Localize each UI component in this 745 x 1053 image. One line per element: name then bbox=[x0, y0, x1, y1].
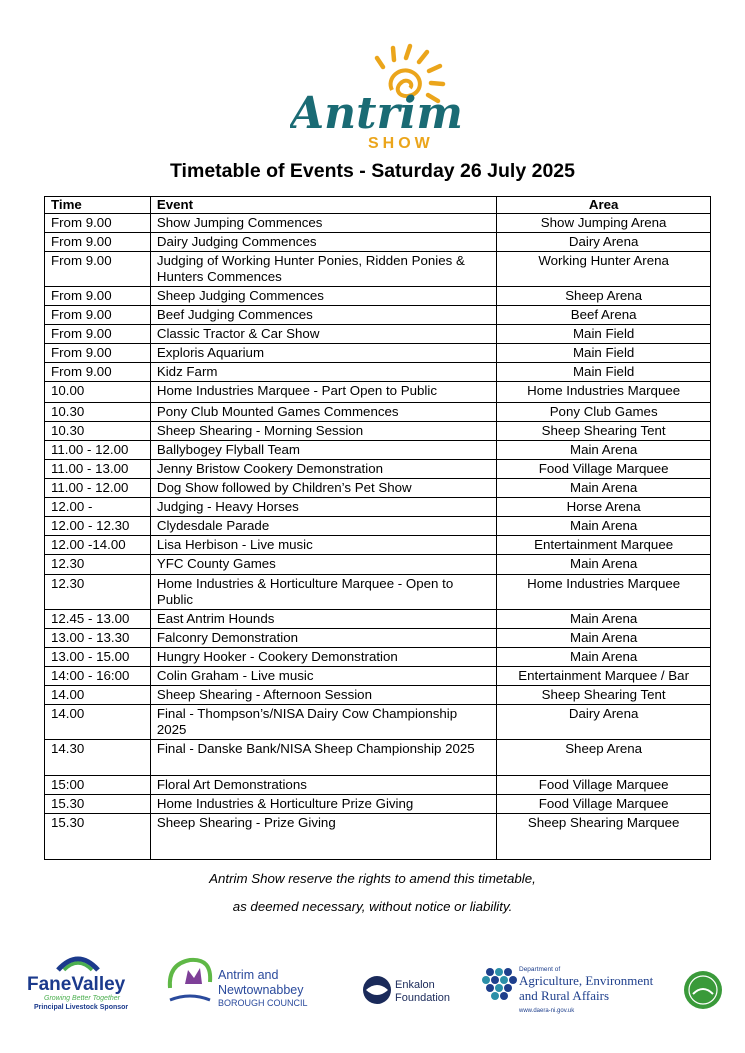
table-row bbox=[45, 517, 711, 536]
table-row bbox=[45, 441, 711, 460]
cell-area: Pony Club Games bbox=[497, 403, 711, 422]
table-row bbox=[45, 252, 711, 287]
cell-event: Final - Thompson’s/NISA Dairy Cow Championship 2025 bbox=[150, 705, 496, 740]
cell-area: Dairy Arena bbox=[497, 705, 711, 740]
cell-event: Sheep Shearing - Morning Session bbox=[150, 422, 496, 441]
cell-area: Main Arena bbox=[497, 517, 711, 536]
council-name-line3: BOROUGH COUNCIL bbox=[218, 998, 308, 1008]
cell-area: Food Village Marquee bbox=[497, 460, 711, 479]
cell-time: 12.30 bbox=[45, 575, 151, 610]
cell-event: Jenny Bristow Cookery Demonstration bbox=[150, 460, 496, 479]
table-row bbox=[45, 536, 711, 555]
cell-event: Ballybogey Flyball Team bbox=[150, 441, 496, 460]
cell-event: Home Industries Marquee - Part Open to Public bbox=[150, 382, 496, 403]
cell-event: Colin Graham - Live music bbox=[150, 667, 496, 686]
enkalon-logo bbox=[363, 976, 450, 1004]
daera-logo bbox=[482, 966, 654, 1014]
table-row bbox=[45, 460, 711, 479]
fane-valley-logo bbox=[27, 959, 128, 1011]
cell-time: From 9.00 bbox=[45, 214, 151, 233]
cell-area: Main Arena bbox=[497, 441, 711, 460]
cell-area: Sheep Shearing Marquee bbox=[497, 814, 711, 860]
cell-time: 13.00 - 15.00 bbox=[45, 648, 151, 667]
table-row bbox=[45, 686, 711, 705]
daera-line2: and Rural Affairs bbox=[519, 988, 610, 1003]
cell-area: Food Village Marquee bbox=[497, 795, 711, 814]
daera-dept: Department of bbox=[519, 966, 561, 973]
cell-event: Show Jumping Commences bbox=[150, 214, 496, 233]
table-row bbox=[45, 498, 711, 517]
council-wave-icon bbox=[170, 996, 210, 1000]
table-row bbox=[45, 555, 711, 575]
table-row bbox=[45, 287, 711, 306]
logo-show-text: SHOW bbox=[368, 135, 434, 152]
cell-event: Judging - Heavy Horses bbox=[150, 498, 496, 517]
timetable-body bbox=[45, 214, 711, 860]
cell-area: Main Field bbox=[497, 325, 711, 344]
cell-event: East Antrim Hounds bbox=[150, 610, 496, 629]
table-row bbox=[45, 306, 711, 325]
cell-event: Lisa Herbison - Live music bbox=[150, 536, 496, 555]
cell-time: 14.00 bbox=[45, 686, 151, 705]
cell-event: Final - Danske Bank/NISA Sheep Championship 2025 bbox=[150, 740, 496, 776]
cell-area: Entertainment Marquee bbox=[497, 536, 711, 555]
cell-time: 12.00 - bbox=[45, 498, 151, 517]
cell-time: From 9.00 bbox=[45, 344, 151, 363]
cell-event: Exploris Aquarium bbox=[150, 344, 496, 363]
cell-area: Dairy Arena bbox=[497, 233, 711, 252]
logo-antrim-text: Antrim bbox=[290, 88, 463, 139]
table-row bbox=[45, 776, 711, 795]
table-row bbox=[45, 325, 711, 344]
table-row bbox=[45, 667, 711, 686]
daera-url: www.daera-ni.gov.uk bbox=[519, 1008, 575, 1014]
cell-area: Main Field bbox=[497, 344, 711, 363]
cell-area: Main Arena bbox=[497, 629, 711, 648]
table-row bbox=[45, 648, 711, 667]
page-title: Timetable of Events - Saturday 26 July 2025 bbox=[170, 160, 575, 182]
cell-area: Main Field bbox=[497, 363, 711, 382]
table-row bbox=[45, 382, 711, 403]
header-event: Event bbox=[150, 197, 496, 214]
fane-valley-tagline: Growing Better Together bbox=[44, 995, 121, 1002]
cell-event: Dog Show followed by Children’s Pet Show bbox=[150, 479, 496, 498]
cell-event: Pony Club Mounted Games Commences bbox=[150, 403, 496, 422]
daera-hexagon-cluster-icon bbox=[482, 968, 517, 1000]
cell-area: Show Jumping Arena bbox=[497, 214, 711, 233]
council-logo bbox=[170, 960, 308, 1008]
cell-time: 15:00 bbox=[45, 776, 151, 795]
table-row bbox=[45, 422, 711, 441]
table-row bbox=[45, 403, 711, 422]
council-name-line2: Newtownabbey bbox=[218, 983, 304, 997]
cell-time: 14:00 - 16:00 bbox=[45, 667, 151, 686]
cell-area: Working Hunter Arena bbox=[497, 252, 711, 287]
cell-time: From 9.00 bbox=[45, 363, 151, 382]
notice-line-1: Antrim Show reserve the rights to amend this timetable, bbox=[209, 871, 536, 886]
enkalon-line2: Foundation bbox=[395, 992, 451, 1004]
cell-time: 15.30 bbox=[45, 795, 151, 814]
food-badge-logo bbox=[684, 971, 722, 1009]
table-header-row bbox=[45, 197, 711, 214]
cell-event: Floral Art Demonstrations bbox=[150, 776, 496, 795]
enkalon-line1: Enkalon bbox=[395, 979, 435, 991]
cell-time: From 9.00 bbox=[45, 287, 151, 306]
cell-event: YFC County Games bbox=[150, 555, 496, 575]
cell-area: Sheep Shearing Tent bbox=[497, 686, 711, 705]
cell-time: 11.00 - 12.00 bbox=[45, 441, 151, 460]
cell-area: Main Arena bbox=[497, 648, 711, 667]
cell-event: Sheep Judging Commences bbox=[150, 287, 496, 306]
header-area: Area bbox=[497, 197, 711, 214]
cell-time: From 9.00 bbox=[45, 306, 151, 325]
cell-time: 12.00 - 12.30 bbox=[45, 517, 151, 536]
cell-time: From 9.00 bbox=[45, 252, 151, 287]
cell-time: 15.30 bbox=[45, 814, 151, 860]
cell-time: 14.00 bbox=[45, 705, 151, 740]
cell-event: Home Industries & Horticulture Marquee - Open to Public bbox=[150, 575, 496, 610]
cell-time: 10.30 bbox=[45, 403, 151, 422]
cell-time: From 9.00 bbox=[45, 233, 151, 252]
cell-time: 13.00 - 13.30 bbox=[45, 629, 151, 648]
timetable bbox=[44, 196, 711, 860]
cell-time: 11.00 - 12.00 bbox=[45, 479, 151, 498]
cell-event: Hungry Hooker - Cookery Demonstration bbox=[150, 648, 496, 667]
notice-line-2: as deemed necessary, without notice or liability. bbox=[232, 899, 513, 914]
cell-area: Entertainment Marquee / Bar bbox=[497, 667, 711, 686]
cell-area: Sheep Shearing Tent bbox=[497, 422, 711, 441]
table-row bbox=[45, 363, 711, 382]
table-row bbox=[45, 233, 711, 252]
cell-event: Kidz Farm bbox=[150, 363, 496, 382]
cell-area: Sheep Arena bbox=[497, 287, 711, 306]
fane-valley-name: FaneValley bbox=[27, 974, 126, 995]
cell-time: 10.30 bbox=[45, 422, 151, 441]
cell-time: From 9.00 bbox=[45, 325, 151, 344]
table-row bbox=[45, 629, 711, 648]
fane-valley-role: Principal Livestock Sponsor bbox=[34, 1004, 129, 1011]
table-row bbox=[45, 479, 711, 498]
council-tulip-icon bbox=[185, 968, 202, 984]
cell-time: 12.00 -14.00 bbox=[45, 536, 151, 555]
cell-area: Horse Arena bbox=[497, 498, 711, 517]
cell-event: Falconry Demonstration bbox=[150, 629, 496, 648]
cell-time: 11.00 - 13.00 bbox=[45, 460, 151, 479]
sponsor-logos bbox=[0, 950, 745, 1020]
cell-event: Sheep Shearing - Afternoon Session bbox=[150, 686, 496, 705]
cell-area: Main Arena bbox=[497, 479, 711, 498]
cell-area: Home Industries Marquee bbox=[497, 382, 711, 403]
cell-area: Sheep Arena bbox=[497, 740, 711, 776]
cell-area: Main Arena bbox=[497, 610, 711, 629]
antrim-show-logo bbox=[290, 40, 470, 152]
cell-area: Food Village Marquee bbox=[497, 776, 711, 795]
cell-event: Clydesdale Parade bbox=[150, 517, 496, 536]
cell-event: Dairy Judging Commences bbox=[150, 233, 496, 252]
table-row bbox=[45, 610, 711, 629]
cell-time: 12.45 - 13.00 bbox=[45, 610, 151, 629]
table-row bbox=[45, 705, 711, 740]
table-row bbox=[45, 795, 711, 814]
cell-time: 12.30 bbox=[45, 555, 151, 575]
cell-event: Beef Judging Commences bbox=[150, 306, 496, 325]
cell-area: Beef Arena bbox=[497, 306, 711, 325]
table-row bbox=[45, 575, 711, 610]
council-name-line1: Antrim and bbox=[218, 968, 279, 982]
cell-area: Main Arena bbox=[497, 555, 711, 575]
cell-area: Home Industries Marquee bbox=[497, 575, 711, 610]
daera-line1: Agriculture, Environment bbox=[519, 973, 654, 988]
table-row bbox=[45, 740, 711, 776]
table-row bbox=[45, 344, 711, 363]
cell-event: Home Industries & Horticulture Prize Giving bbox=[150, 795, 496, 814]
cell-time: 10.00 bbox=[45, 382, 151, 403]
table-row bbox=[45, 214, 711, 233]
cell-event: Judging of Working Hunter Ponies, Ridden Ponies & Hunters Commences bbox=[150, 252, 496, 287]
cell-event: Sheep Shearing - Prize Giving bbox=[150, 814, 496, 860]
cell-event: Classic Tractor & Car Show bbox=[150, 325, 496, 344]
cell-time: 14.30 bbox=[45, 740, 151, 776]
header-time: Time bbox=[45, 197, 151, 214]
table-row bbox=[45, 814, 711, 860]
